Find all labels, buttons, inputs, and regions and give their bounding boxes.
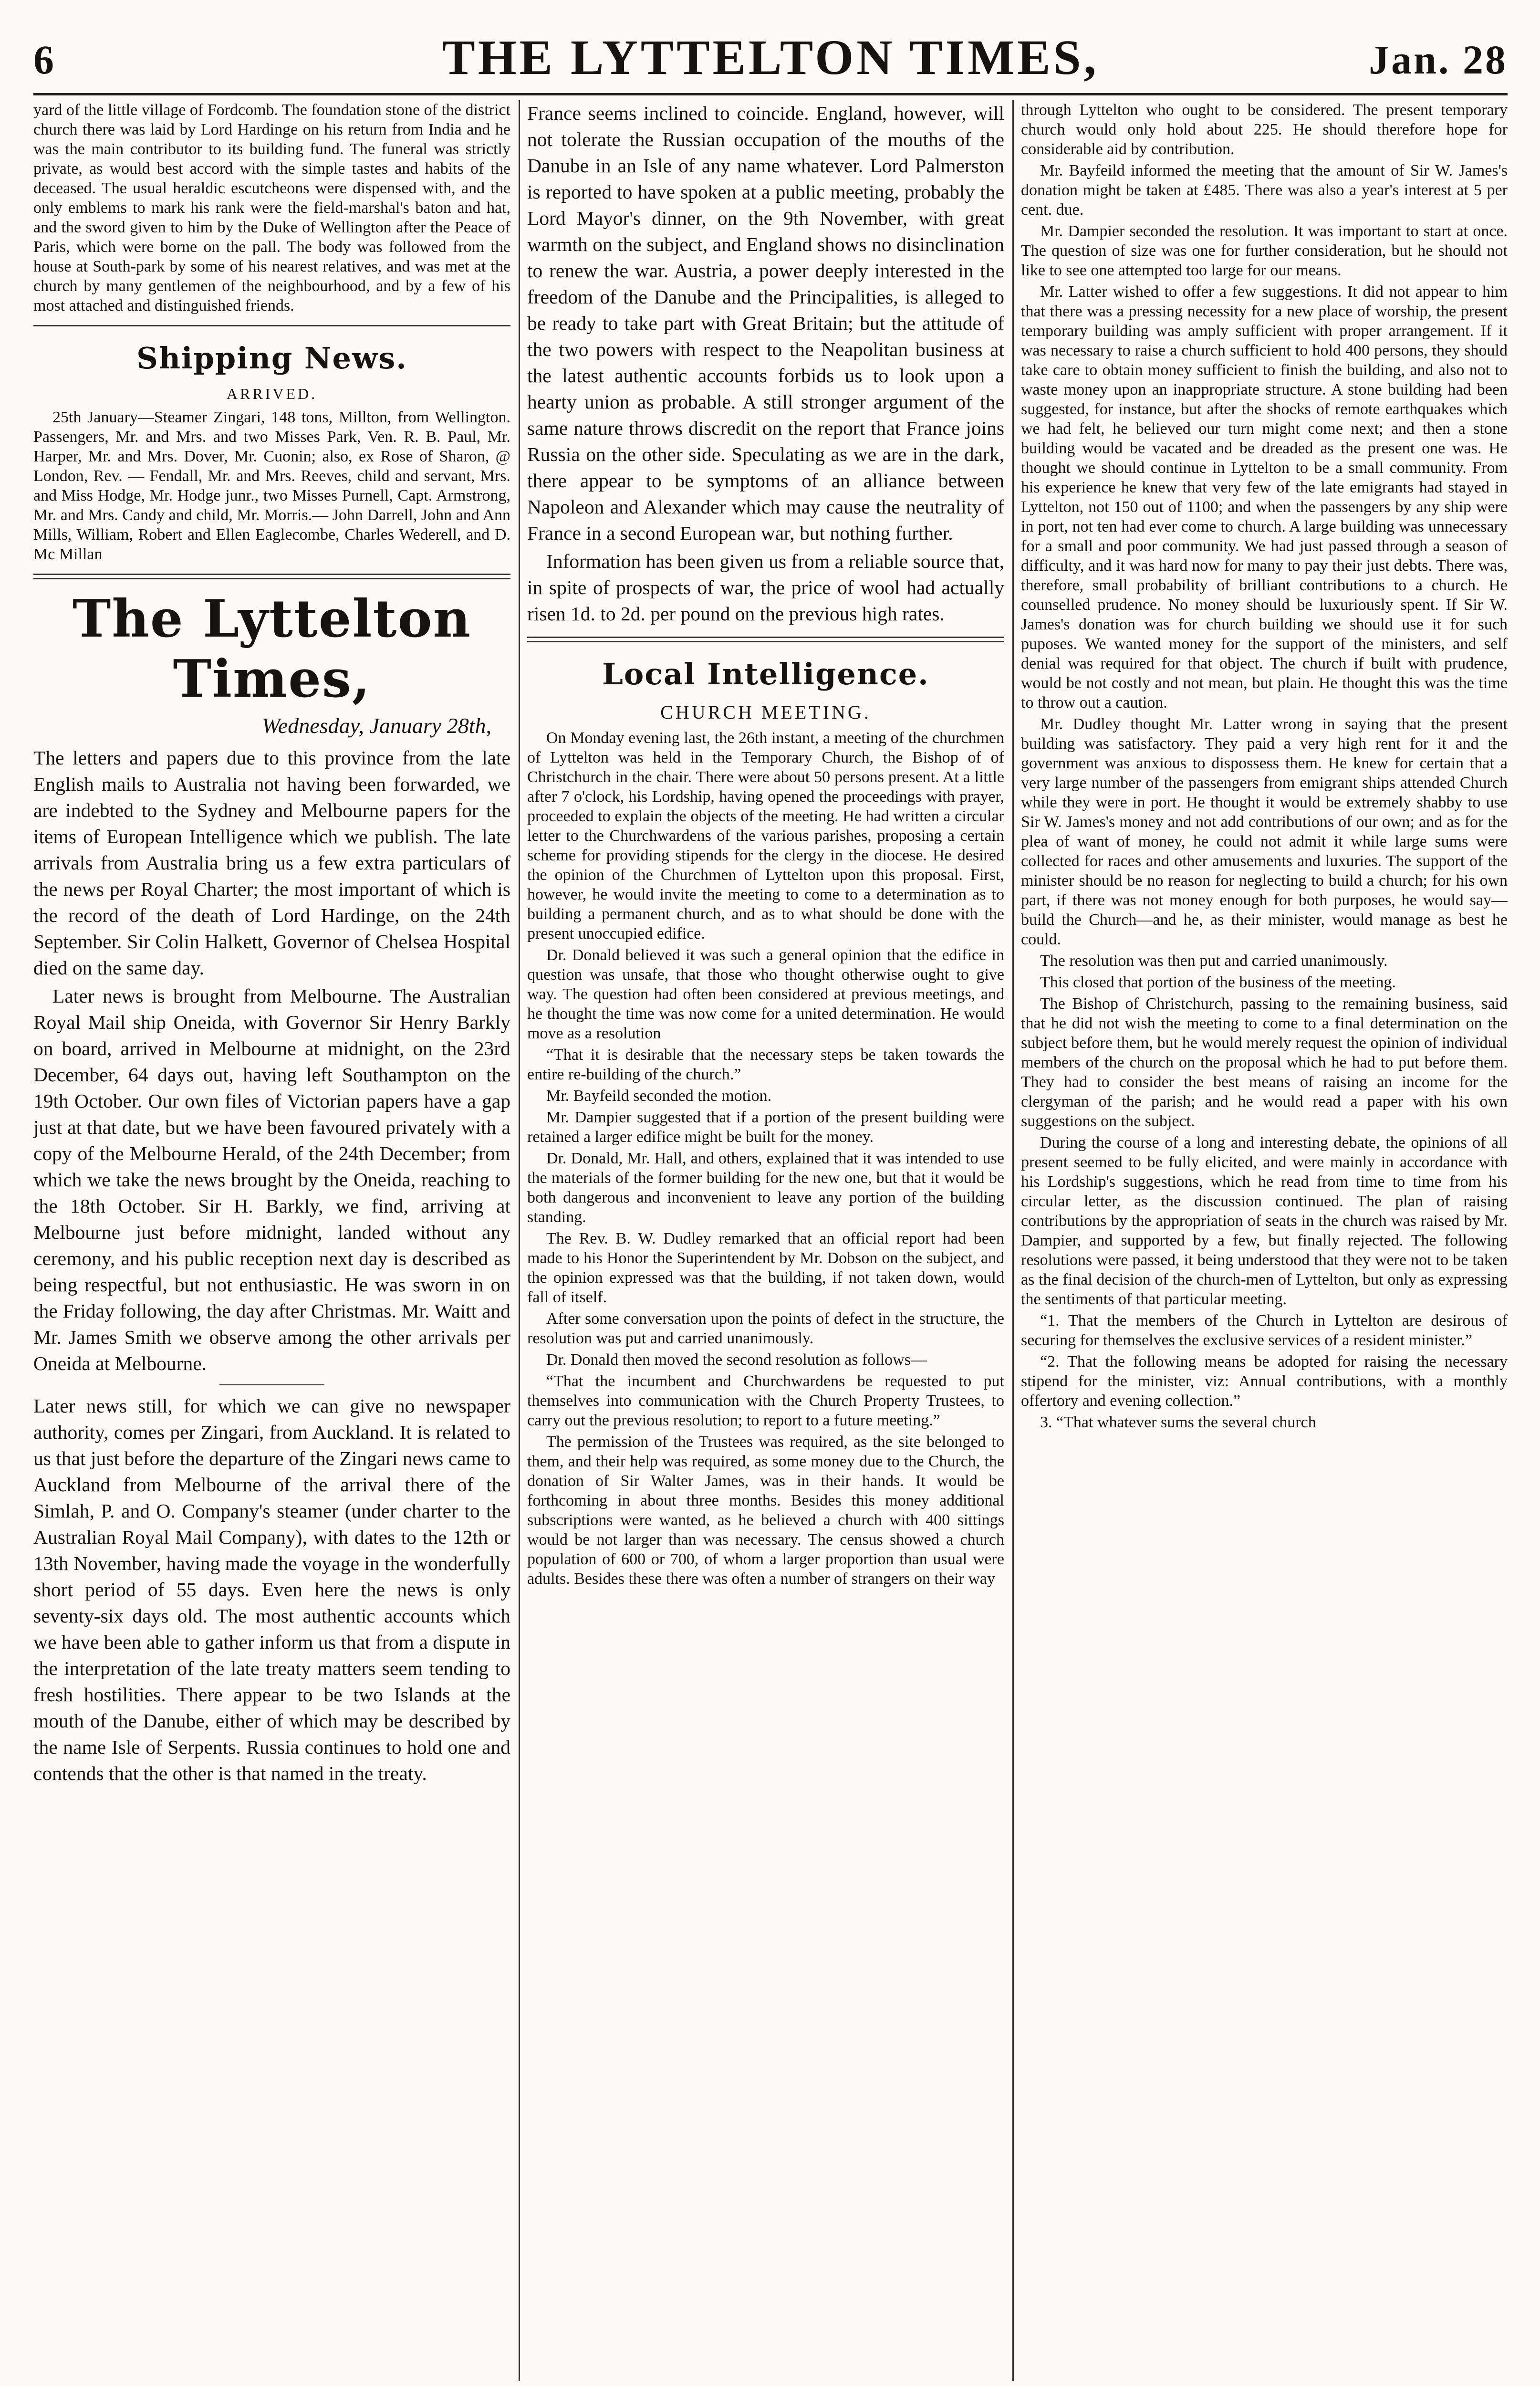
meeting-paragraph: The Bishop of Christchurch, passing to the remaining business, said that he did not wish the meeting to come to a final determination on the subject before them, but he would merely request the opinion of individual members of the church on the proposal which he had to put before them. They had to consider the best means of raising an income for the clergyman of the parish; and he would read a paper with his own suggestions on the subject. [1021,995,1508,1130]
column-2 [527,100,1004,2381]
arrivals-paragraph: 25th January—Steamer Zingari, 148 tons, Millton, from Wellington. Passengers, Mr. and Mrs. and two Misses Park, Ven. R. B. Paul, Mr. Harper, Mr. and Mrs. Dover, Mr. Cuonin; also, ex Rose of Sharon, @ London, Rev. — Fendall, Mr. and Mrs. Reeves, child and servant, Mrs. and Miss Hodge, Mr. Hodge junr., two Misses Purnell, Capt. Armstrong, Mr. and Mrs. Candy and child, Mr. Morris.— John Darrell, John and Ann Mills, William, Robert and Ellen Eaglecombe, Charles Wederell, and D. Mc Millan [33,408,510,563]
masthead [33,26,1508,98]
meeting-paragraph: Dr. Donald then moved the second resolution as follows— [546,1351,927,1369]
section-divider [33,574,510,579]
column-rule-2 [1012,100,1014,2381]
issue-date: Jan. 28 [1369,37,1508,83]
meeting-paragraph: This closed that portion of the business of the meeting. [1040,973,1396,991]
section-divider [33,325,510,326]
editorial-paragraph: Information has been given us from a reliable source that, in spite of prospects of war, the price of wool had actually risen 1d. to 2d. per pound on the previous high rates. [527,550,1004,625]
editorial-paragraph: France seems inclined to coincide. England, however, will not tolerate the Russian occupation of the mouths of the Danube in an Isle of any name whatever. Lord Palmerston is reported to have spoken at a public meeting, probably the Lord Mayor's dinner, on the 9th November, with great warmth on the subject, and England shows no disinclination to renew the war. Austria, a power deeply interested in the freedom of the Danube and the Principalities, is alleged to be ready to take part with Great Britain; but the attitude of the two powers with respect to the Neapolitan business at the latest authentic accounts forbids us to look upon a hearty union as probable. A still stronger argument of the same nature throws discredit on the report that France joins Russia on the other side. Speculating as we are in the dark, there appear to be symptoms of an alliance between Napoleon and Alexander which may cause the neutrality of France in a second European war, but nothing further. [527,102,1004,544]
meeting-paragraph: Dr. Donald believed it was such a general opinion that the edifice in question was unsafe, that those who thought otherwise ought to give way. The question had often been considered at previous meetings, and he thought the time was now come for a united determination. He would move as a resolution [527,946,1004,1042]
section-divider [527,637,1004,642]
resolution-quote: “That it is desirable that the necessary steps be taken towards the entire re-building of the church.” [527,1046,1004,1083]
local-intelligence-heading: Local Intelligence. [602,657,929,691]
meeting-paragraph: Mr. Dudley thought Mr. Latter wrong in saying that the present building was satisfactory. They paid a very high rent for it and the government was anxious to dispossess them. He knew for certain that a very large number of the passengers from emigrant ships attended Church while they were in port. He thought it would be extremely shabby to use Sir W. James's money and not add contributions of our own; and as for the plea of want of money, he could not admit it while large sums were collected for races and other amusements and luxuries. The support of the minister should be no reason for neglecting to build a church; for his own part, if there was not money enough for both purposes, he would say—build the Church—and he, as their minister, would manage as best he could. [1021,715,1508,948]
arrived-subheading: ARRIVED. [226,385,318,402]
page-number: 6 [33,37,54,83]
column-rule-1 [519,100,520,2381]
meeting-paragraph: During the course of a long and interesting debate, the opinions of all present seemed to be fully elicited, and were mainly in accordance with his Lordship's suggestions, which he read from time to time from his circular letter, as the discussion continued. The plan of raising contributions by the appropriation of seats in the church was raised by Mr. Dampier, and supported by a few, but finally rejected. The following resolutions were passed, it being understood that they were not to be taken as the final decision of the church-men of Lyttelton, but only as expressing the sentiments of that particular meeting. [1021,1134,1508,1308]
column-1 [33,100,510,2381]
editorial-dateline: Wednesday, January 28th, [261,713,491,738]
meeting-paragraph: Mr. Dampier suggested that if a portion of the present building were retained a larger edifice might be built for the money. [527,1109,1004,1146]
shipping-news-heading: Shipping News. [136,341,407,376]
editorial-paragraph: Later news is brought from Melbourne. The Australian Royal Mail ship Oneida, with Governor Sir Henry Barkly on board, arrived in Melbourne at midnight, on the 23rd December, 64 days out, having left Southampton on the 19th October. Our own files of Victorian papers have a gap just at that date, but we have been favoured privately with a copy of the Melbourne Herald, of the 24th December; from which we take the news brought by the Oneida, reaching to the 18th October. Sir H. Barkly, we find, arriving at Melbourne just before midnight, landed without any ceremony, and his public reception next day is described as being respectful, but not enthusiastic. He was sworn in on the Friday following, the day after Christmas. Mr. Waitt and Mr. James Smith we observe among the other arrivals per Oneida at Melbourne. [33,985,510,1374]
resolution-quote: 3. “That whatever sums the several church [1040,1413,1316,1431]
meeting-paragraph: Dr. Donald, Mr. Hall, and others, explained that it was intended to use the materials of the former building for the new one, but that it would be both dangerous and inconvenient to leave any portion of the building standing. [527,1150,1004,1226]
column-3 [1021,100,1508,2381]
editorial-paragraph: Later news still, for which we can give no newspaper authority, comes per Zingari, from Auckland. It is related to us that just before the departure of the Zingari news came to Auckland from Melbourne of the arrival there of the Simlah, P. and O. Company's steamer (under charter to the Australian Royal Mail Company), with dates to the 12th or 13th November, having made the voyage in the wonderfully short period of 55 days. Even here the news is only seventy-six days old. The most authentic accounts which we have been able to gather inform us that from a dispute in the interpretation of the late treaty matters seem tending to fresh hostilities. There appear to be two Islands at the mouth of the Danube, either of which may be described by the name Isle of Serpents. Russia continues to hold one and contends that the other is that named in the treaty. [33,1395,510,1784]
meeting-paragraph: The permission of the Trustees was required, as the site belonged to them, and their help was required, as some money due to the Church, the donation of Sir Walter James, was in their hands. It would be forthcoming in about three months. Besides this money additional subscriptions were wanted, as he believed a church with 400 sittings would be not larger than was necessary. The census showed a church population of 600 or 700, of whom a larger proportion than usual were adults. Besides these there was often a number of strangers on their way [527,1433,1004,1588]
resolution-quote: “That the incumbent and Churchwardens be requested to put themselves into communication with the Church Property Trustees, to carry out the previous resolution; to report to a future meeting.” [527,1372,1004,1429]
church-meeting-heading: CHURCH MEETING. [660,701,871,723]
resolution-quote: “2. That the following means be adopted for raising the necessary stipend for the minister, viz: Annual contributions, with a monthly offertory and evening collection.” [1021,1353,1508,1410]
editorial-paragraph: The letters and papers due to this province from the late English mails to Australia not having been forwarded, we are indebted to the Sydney and Melbourne papers for the items of European Intelligence which we publish. The late arrivals from Australia bring us a few extra particulars of the news per Royal Charter; the most important of which is the record of the death of Lord Hardinge, on the 24th September. Sir Colin Halkett, Governor of Chelsea Hospital died on the same day. [33,747,510,979]
editorial-masthead: The Lyttelton Times, [73,589,471,709]
meeting-paragraph: Mr. Bayfeild seconded the motion. [546,1087,772,1105]
meeting-paragraph: On Monday evening last, the 26th instant, a meeting of the churchmen of Lyttelton was held in the Temporary Church, the Bishop of of Christchurch in the chair. There were about 50 persons present. At a little after 7 o'clock, his Lordship, having opened the proceedings with prayer, proceeded to explain the objects of the meeting. He had written a circular letter to the Churchwardens of the various parishes, proposing a certain scheme for providing stipends for the clergy in the diocese. He desired the opinion of the Churchmen of Lyttelton upon this proposal. First, however, he would invite the meeting to come to a determination as to building a permanent church, and as to what should be done with the present unoccupied edifice. [527,729,1004,942]
meeting-paragraph: through Lyttelton who ought to be considered. The present temporary church would only hold about 225. He should therefore hope for considerable aid by contribution. [1021,101,1508,158]
meeting-paragraph: Mr. Latter wished to offer a few suggestions. It did not appear to him that there was a pressing necessity for a new place of worship, the present temporary building was amply sufficient with proper arrangement. If it was necessary to raise a church sufficient to hold 400 persons, they should take care to obtain money sufficient to finish the building, and also not to waste money upon an inappropriate structure. A stone building had been suggested, for instance, but after the shocks of remote earthquakes which we had felt, he believed our turn might come next; and then a stone building would be vacated and be dreaded as the present one was. He thought we should continue in Lyttelton to be a small community. From his experience he knew that very few of the late emigrants had stayed in Lyttelton, not 150 out of 1100; and when the passengers by any ship were in port, not ten had ever come to church. A large building was unnecessary for a small and poor community. We had just passed through a season of difficulty, and it was hard now for many to pay their just debts. There was, therefore, small probability of brilliant contributions to a church. He counselled prudence. No money should be luxuriously spent. If Sir W. James's donation was for church building we should use it for such puposes. We wanted money for the support of the ministers, and self denial was required for that object. The church if built with prudence, would be not costly and not mean, but plain. He thought this was the time to throw out a caution. [1021,283,1508,712]
resolution-quote: “1. That the members of the Church in Lyttelton are desirous of securing for themselves the exclusive services of a resident minister.” [1021,1312,1508,1349]
meeting-paragraph: Mr. Bayfeild informed the meeting that the amount of Sir W. James's donation might be taken at £485. There was also a year's interest at 5 per cent. due. [1021,162,1508,219]
meeting-paragraph: The resolution was then put and carried unanimously. [1040,952,1388,970]
funeral-paragraph: yard of the little village of Fordcomb. The foundation stone of the district church there was laid by Lord Hardinge on his return from India and he was the main contributor to its building fund. The funeral was strictly private, as would best accord with the simple tastes and habits of the deceased. The usual heraldic escutcheons were dispensed with, and the only emblems to mark his rank were the field-marshal's baton and hat, and the sword given to him by the Duke of Wellington after the Peace of Paris, which were borne on the pall. The body was followed from the house at South-park by some of his nearest relatives, and was met at the church by many gentlemen of the neighbourhood, and by a few of his most attached and distinguished friends. [33,101,510,314]
meeting-paragraph: The Rev. B. W. Dudley remarked that an official report had been made to his Honor the Superintendent by Mr. Dobson on the subject, and the opinion expressed was that the building, if not taken down, would fall of itself. [527,1230,1004,1306]
paper-title: THE LYTTELTON TIMES, [442,30,1099,85]
meeting-paragraph: Mr. Dampier seconded the resolution. It was important to start at once. The question of size was one for further consideration, but he should not like to see one attempted too large for our means. [1021,222,1508,279]
meeting-paragraph: After some conversation upon the points of defect in the structure, the resolution was put and carried unanimously. [527,1310,1004,1347]
masthead-rule [33,93,1508,95]
paragraph-divider [219,1384,324,1385]
